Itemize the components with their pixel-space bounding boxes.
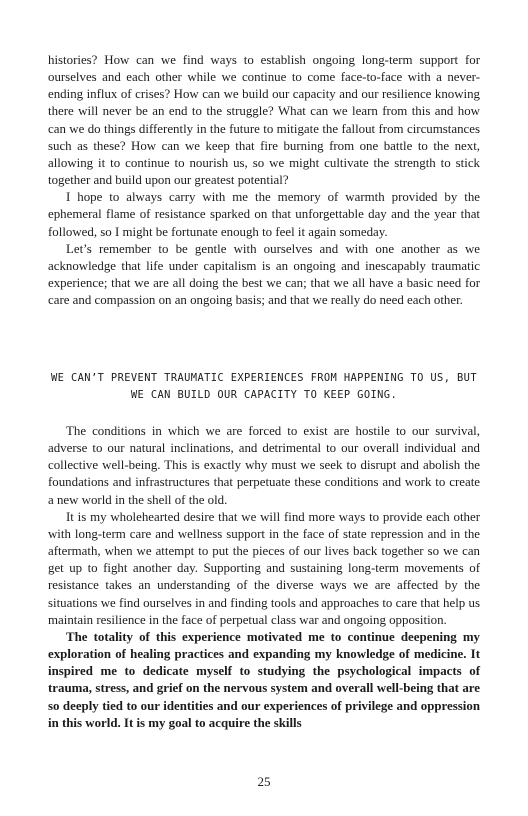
- body-text-top: [48, 52, 480, 309]
- paragraph-gentle: Let’s remember to be gentle with ourselves and with one another as we acknowledge that life under capitalism is an ongoing and inescapably traumatic experience; that we are all doing the best we can; that we all have a basic need for care and compassion on an ongoing basis; and that we really do need each other.: [48, 241, 480, 308]
- continued-paragraph: histories? How can we find ways to establish ongoing long-term support for ourselves and each other while we continue to come face-to-face with a never-ending influx of crises? How can we build our capacity and our resilience knowing there will never be an end to the struggle? What can we learn from this and how can we do things differently in the future to mitigate the fallout from circumstances such as these? How can we keep that fire burning from one battle to the next, allowing it to continue to nourish us, so we might cultivate the strength to stick together and build upon our greatest potential?: [48, 53, 480, 188]
- paragraph-desire: It is my wholehearted desire that we will find more ways to provide each other with long-term care and wellness support in the face of state repression and in the aftermath, when we attempt to put the pieces of our lives back together so we can get up to fight another day. Supporting and sustaining long-term movements of resistance takes an understanding of the diverse ways we are affected by the situations we find ourselves in and finding tools and approaches to care that help us maintain resilience in the face of perpetual class war and ongoing opposition.: [48, 509, 480, 627]
- body-text-bottom: [48, 423, 480, 732]
- section-heading: WE CAN’T PREVENT TRAUMATIC EXPERIENCES FROM HAPPENING TO US, BUT WE CAN BUILD OUR CAPACITY TO KEEP GOING.: [51, 372, 477, 402]
- paragraph-totality: The totality of this experience motivated me to continue deepening my exploration of healing practices and expanding my knowledge of medicine. It inspired me to dedicate myself to studying the psychological impacts of trauma, stress, and grief on the nervous system and overall well-being that are so deeply tied to our identities and our experiences of privilege and oppression in this world. It is my goal to acquire the skills: [48, 629, 480, 730]
- paragraph-hope: I hope to always carry with me the memory of warmth provided by the ephemeral flame of resistance sparked on that unforgettable day and the year that followed, so I might be fortunate enough to feel it again someday.: [48, 190, 480, 239]
- paragraph-conditions: The conditions in which we are forced to exist are hostile to our survival, adverse to our natural inclinations, and detrimental to our overall individual and collective well-being. This is exactly why must we seek to disrupt and abolish the foundations and infrastructures that perpetuate these conditions and work to create a new world in the shell of the old.: [48, 424, 480, 507]
- page-number: 25: [257, 774, 271, 789]
